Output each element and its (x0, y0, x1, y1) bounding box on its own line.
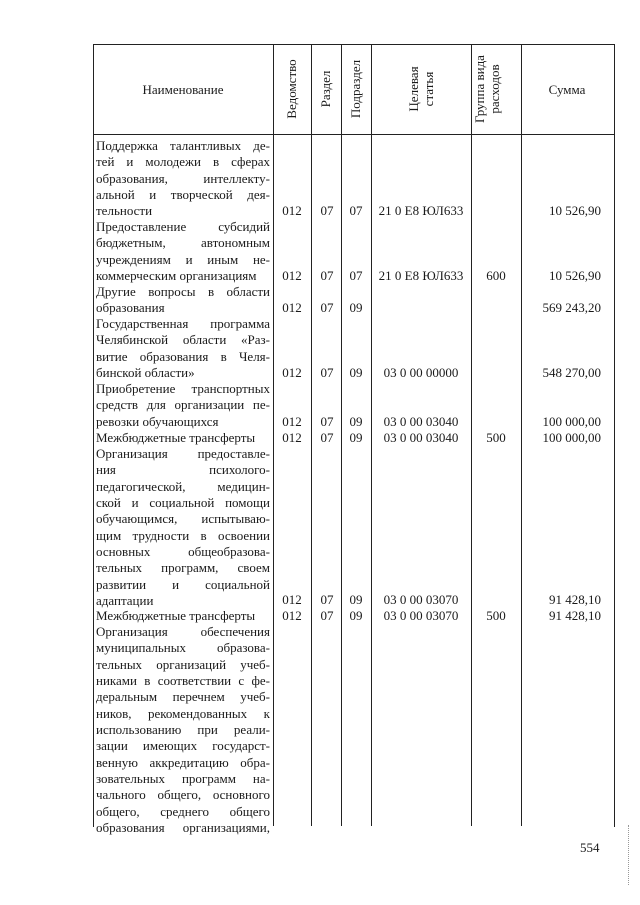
header-podrazdel: Подраздел (348, 59, 363, 119)
row-name (96, 430, 270, 446)
cell-summa: 548 270,00 (542, 365, 601, 380)
name-line: обучающимся, испытываю- (96, 511, 270, 527)
cell-podrazdel: 09 (349, 608, 363, 623)
cell-celevaya: 03 0 00 03070 (383, 608, 459, 623)
cell-gruppa: 600 (486, 268, 506, 283)
cell-razdel: 07 (320, 203, 334, 218)
cell-summa: 91 428,10 (549, 592, 601, 607)
cell-podrazdel: 09 (349, 300, 363, 315)
name-line: Приобретение транспортных (96, 381, 270, 396)
header-name: Наименование (142, 82, 224, 97)
name-line: альной и творческой дея- (96, 187, 270, 203)
name-line: Челябинской области «Раз- (96, 332, 270, 348)
cell-celevaya: 03 0 00 03070 (383, 592, 459, 607)
cell-podrazdel: 09 (349, 414, 363, 429)
header-razdel: Раздел (318, 70, 333, 108)
name-line: никами в соответствии с фе- (96, 673, 270, 689)
header-gruppa-line1: Группа вида (472, 55, 487, 123)
name-line: образования (96, 300, 165, 316)
page-number: 554 (580, 840, 600, 855)
cell-summa: 10 526,90 (549, 268, 601, 283)
name-line: Межбюджетные трансферты (96, 430, 256, 445)
cell-summa: 100 000,00 (542, 414, 601, 429)
cell-podrazdel: 07 (349, 268, 363, 283)
cell-razdel: 07 (320, 300, 334, 315)
row-name (96, 138, 270, 220)
cell-gruppa: 500 (486, 430, 506, 445)
name-line: общего, среднего общего (96, 803, 270, 819)
header-summa: Сумма (548, 82, 586, 97)
cell-celevaya: 03 0 00 03040 (383, 414, 459, 429)
cell-podrazdel: 09 (349, 365, 363, 380)
row-name (96, 316, 270, 381)
cell-podrazdel: 09 (349, 430, 363, 445)
name-line: муниципальных образова- (96, 640, 270, 656)
row-name (96, 284, 270, 317)
scan-edge-mark (628, 825, 632, 885)
row-name (96, 381, 270, 430)
cell-celevaya: 21 0 E8 ЮЛ633 (378, 268, 464, 283)
row-name (96, 608, 270, 624)
name-line: Предоставление субсидий (96, 219, 270, 234)
name-line: использованию при реали- (96, 722, 270, 738)
name-line: зации имеющих государст- (96, 738, 270, 754)
name-line: образования, интеллекту- (96, 170, 270, 186)
header-gruppa-line2: расходов (487, 64, 502, 114)
name-line: основных общеобразова- (96, 544, 270, 560)
cell-vedomstvo: 012 (282, 203, 302, 218)
name-line: деральным перечнем учеб- (96, 689, 270, 705)
header-celevaya-line2: статья (421, 71, 436, 107)
cell-vedomstvo: 012 (282, 268, 302, 283)
cell-razdel: 07 (320, 430, 334, 445)
name-line: бинской области» (96, 365, 195, 381)
name-line: тельности (96, 203, 153, 219)
name-line: ской и социальной помощи (96, 495, 270, 511)
cell-vedomstvo: 012 (282, 300, 302, 315)
name-line: Организация предоставле- (96, 446, 270, 461)
cell-razdel: 07 (320, 608, 334, 623)
cell-podrazdel: 09 (349, 592, 363, 607)
name-line: Поддержка талантливых де- (96, 138, 270, 153)
name-line: ния психолого- (96, 462, 270, 478)
name-line: Организация обеспечения (96, 624, 270, 639)
cell-vedomstvo: 012 (282, 430, 302, 445)
name-line: педагогической, медицин- (96, 478, 270, 494)
name-line: Государственная программа (96, 316, 270, 331)
name-line: тельных программ, своем (96, 560, 270, 576)
cell-celevaya: 21 0 E8 ЮЛ633 (378, 203, 464, 218)
name-line: Другие вопросы в области (96, 284, 270, 299)
name-line: бюджетным, автономным (96, 235, 270, 251)
name-line: образования организациями, (96, 820, 270, 836)
name-line: развитии и социальной (96, 576, 270, 592)
header-vedomstvo: Ведомство (284, 59, 299, 119)
cell-vedomstvo: 012 (282, 365, 302, 380)
name-line: адаптации (96, 593, 154, 609)
name-line: тельных организаций учеб- (96, 656, 270, 672)
name-line: тей и молодежи в сферах (96, 154, 270, 170)
cell-celevaya: 03 0 00 00000 (383, 365, 459, 380)
cell-summa: 91 428,10 (549, 608, 601, 623)
name-line: витие образования в Челя- (96, 348, 270, 364)
cell-summa: 100 000,00 (542, 430, 601, 445)
header-celevaya-line1: Целевая (406, 66, 421, 112)
cell-razdel: 07 (320, 365, 334, 380)
name-line: средств для организации пе- (96, 397, 270, 413)
name-line: ников, рекомендованных к (96, 705, 270, 721)
name-line: чального общего, основного (96, 787, 270, 803)
name-line: зовательных программ на- (96, 771, 270, 787)
name-line: ревозки обучающихся (96, 413, 219, 429)
cell-vedomstvo: 012 (282, 414, 302, 429)
cell-razdel: 07 (320, 592, 334, 607)
name-line: учреждениям и иным не- (96, 251, 270, 267)
cell-vedomstvo: 012 (282, 592, 302, 607)
cell-summa: 569 243,20 (542, 300, 601, 315)
cell-summa: 10 526,90 (549, 203, 601, 218)
cell-gruppa: 500 (486, 608, 506, 623)
cell-podrazdel: 07 (349, 203, 363, 218)
name-line: Межбюджетные трансферты (96, 608, 256, 623)
row-name (96, 219, 270, 284)
row-name (96, 624, 270, 836)
cell-vedomstvo: 012 (282, 608, 302, 623)
header-bottom-rule (93, 134, 614, 135)
cell-razdel: 07 (320, 268, 334, 283)
name-line: щим трудности в освоении (96, 527, 270, 543)
cell-razdel: 07 (320, 414, 334, 429)
row-name (96, 446, 270, 609)
name-line: коммерческим организациям (96, 268, 257, 284)
cell-celevaya: 03 0 00 03040 (383, 430, 459, 445)
name-line: венную аккредитацию обра- (96, 754, 270, 770)
